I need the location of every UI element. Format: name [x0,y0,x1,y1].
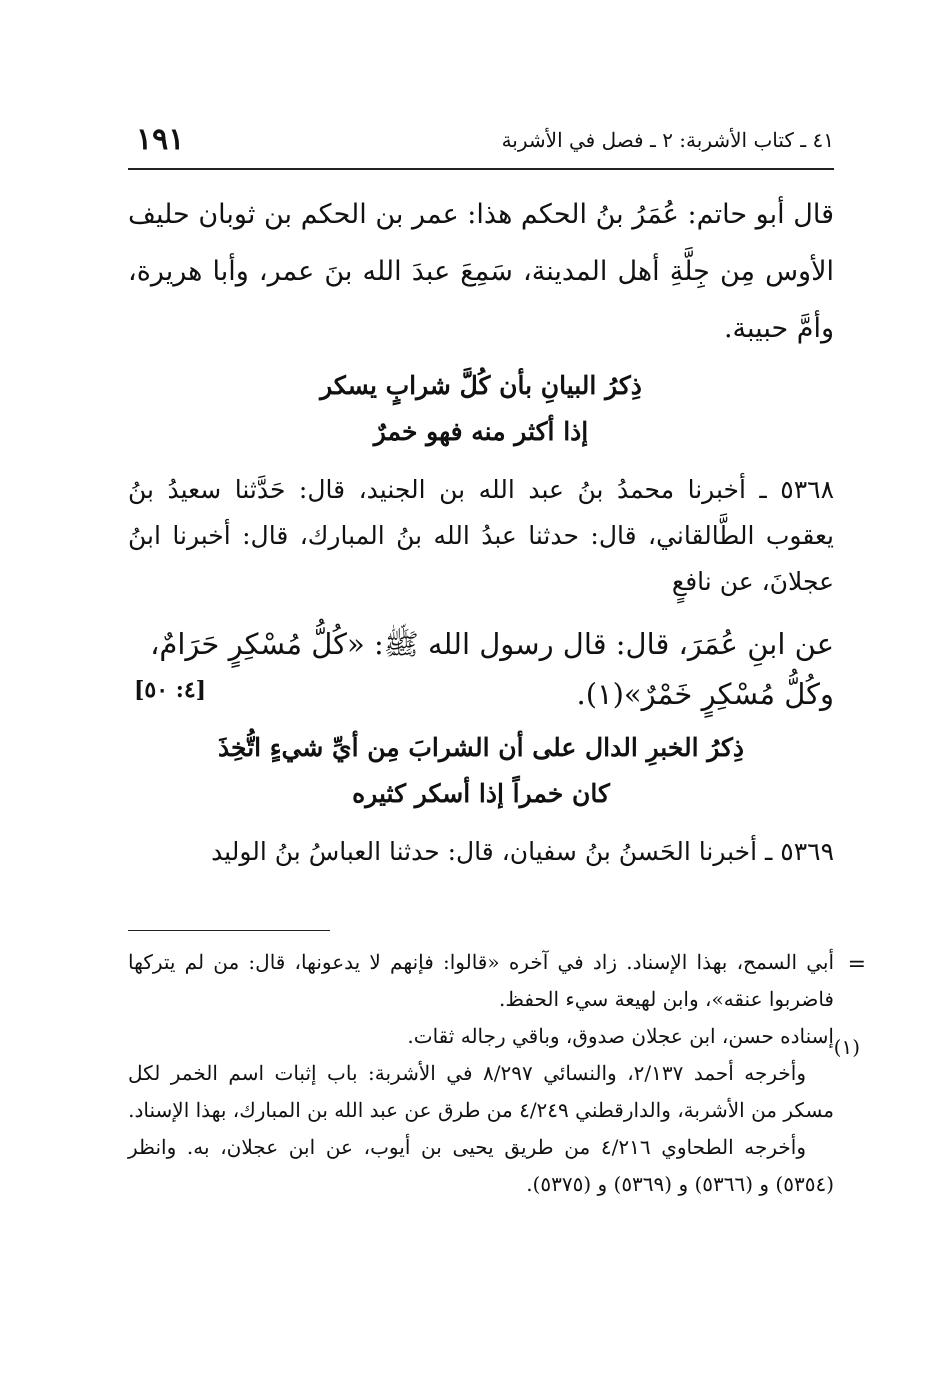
section-heading-1 [128,363,834,455]
footnote-continued: أبي السمح، بهذا الإسناد. زاد في آخره «قالوا: فإنهم لا يدعونها، قال: من لم يتركها فاضربوا عنقه»، وابن لهيعة سيء الحفظ. [128,950,834,1011]
footnotes [128,944,834,1203]
heading-line: إذا أكثر منه فهو خمرٌ [373,417,589,446]
main-text [128,186,834,889]
heading-line: كان خمراً إذا أسكر كثيره [352,779,610,808]
heading-line: ذِكرُ الخبرِ الدال على أن الشرابَ مِن أيِّ شيءٍ اتُّخِذَ [217,733,745,762]
commentary-paragraph: قال أبو حاتم: عُمَرُ بنُ الحكم هذا: عمر بن الحكم بن ثوبان حليف الأوس مِن جِلَّةِ أهل المدينة، سَمِعَ عبدَ الله بنَ عمر، وأبا هريرة، وأمَّ حبيبة. [128,199,834,344]
footnote-number: (١) [833,1035,860,1059]
heading-line: ذِكرُ البيانِ بأن كُلَّ شرابٍ يسكر [320,371,642,400]
header-divider [128,168,834,170]
hadith-5369-isnad: ٥٣٦٩ ـ أخبرنا الحَسنُ بنُ سفيان، قال: حدثنا العباسُ بنُ الوليد [211,837,834,866]
chapter-title: ٤١ ـ كتاب الأشربة: ٢ ـ فصل في الأشربة [501,128,834,152]
footnote-divider [128,930,330,931]
footnote-1-line: إسناده حسن، ابن عجلان صدوق، وباقي رجاله ثقات. [407,1024,834,1048]
section-heading-2 [128,725,834,817]
volume-reference: [٤: ٥٠] [134,677,207,703]
hadith-5368-matn: عن ابنِ عُمَرَ، قال: قال رسول الله ﷺ: «كُلُّ مُسْكِرٍ حَرَامٌ، وكُلُّ مُسْكِرٍ خَمْرٌ»(١). [150,627,834,711]
running-header [128,122,834,162]
hadith-5368-matn-block [128,619,834,719]
continuation-mark: = [847,952,866,977]
hadith-5368-isnad: ٥٣٦٨ ـ أخبرنا محمدُ بنُ عبد الله بن الجنيد، قال: حَدَّثنا سعيدُ بنُ يعقوب الطَّالقاني، قال: حدثنا عبدُ الله بنُ المبارك، قال: أخبرنا ابنُ عجلانَ، عن نافعٍ [128,475,834,596]
footnote-1-more-sources: وأخرجه الطحاوي ٤/٢١٦ من طريق يحيى بن أيوب، عن ابن عجلان، به. وانظر (٥٣٥٤) و (٥٣٦٦) و (٥٣٦٩) و (٥٣٧٥). [128,1135,834,1196]
footnote-1-sources: وأخرجه أحمد ٢/١٣٧، والنسائي ٨/٢٩٧ في الأشربة: باب إثبات اسم الخمر لكل مسكر من الأشربة، والدارقطني ٤/٢٤٩ من طرق عن عبد الله بن المبارك، بهذا الإسناد. [128,1061,834,1122]
page-number: ١٩١ [136,122,185,157]
